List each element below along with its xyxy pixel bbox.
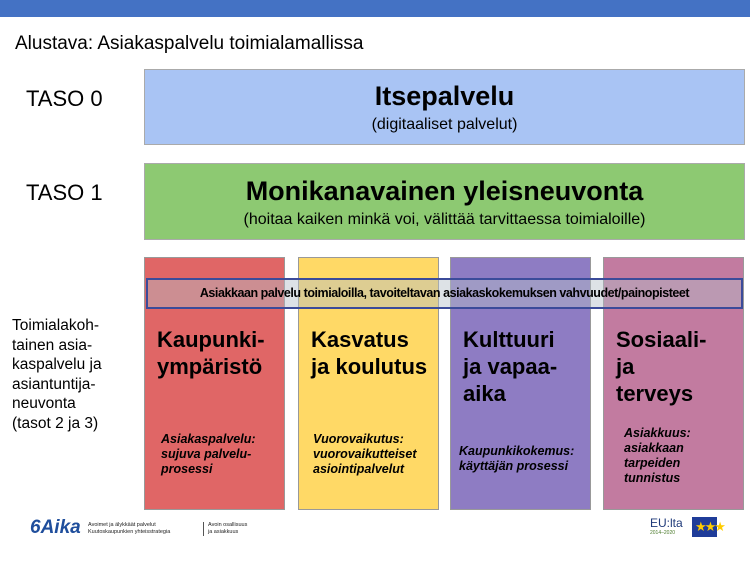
column-title [463,326,591,407]
column-desc-line: prosessi [161,462,213,476]
column-desc-line: asiointipalvelut [313,462,404,476]
column-title [311,326,439,380]
level-0-box [144,69,745,145]
eu-funding-logo [650,516,683,536]
eu-logo-years: 2014–2020 [650,530,676,536]
level-1-box [144,163,745,240]
slide-title: Alustava: Asiakaspalvelu toimialamallissa [15,33,364,54]
level-1-title: Monikanavainen yleisneuvonta [245,176,644,206]
column-desc-line: Vuorovaikutus: [313,432,404,446]
level-0-subtitle: (digitaaliset palvelut) [371,116,518,133]
column-title-line: Kasvatus [311,327,409,352]
column-title [157,326,285,380]
column-title-line: Sosiaali- [616,327,707,352]
footer-program-text [208,522,253,536]
6aika-logo: 6Aika [30,517,81,538]
footer-divider [203,522,204,536]
column-desc-line: tunnistus [624,471,681,485]
side-label-line: Toimialakoh- [12,317,100,334]
column-desc-line: Asiakkuus: [624,426,691,440]
side-label-line: neuvonta [12,395,76,412]
footer-text-line: ja asiakkuus [208,529,239,535]
column-desc-line: Kaupunkikokemus: [459,444,575,458]
column-title-line: ja [616,354,635,379]
level-0-title: Itsepalvelu [374,81,515,111]
top-accent-bar [0,0,750,17]
customer-experience-band: Asiakkaan palvelu toimialoilla, tavoiteltavan asiakaskokemuksen vahvuudet/painopisteet [146,278,743,309]
side-label [12,316,137,433]
footer-text-line: Kuutoskaupunkien yhteisstrategia [88,529,171,535]
column-description [459,444,593,474]
level-1-label: TASO 1 [26,180,103,205]
column-desc-line: vuorovaikutteiset [313,447,417,461]
footer-text-line: Avoin osallisuus [208,522,248,528]
eu-logo-text: EU:lta [650,516,683,530]
side-label-line: tainen asia- [12,336,93,354]
side-label-line: kaspalvelu ja [12,356,102,373]
column-description [161,432,283,477]
level-1-subtitle: (hoitaa kaiken minkä voi, välittää tarvittaessa toimialoille) [243,211,646,228]
column-desc-line: sujuva palvelu- [161,447,252,461]
footer-text-line: Avoimet ja älykkäät palvelut [88,522,156,528]
column-title [616,326,744,407]
column-title-line: ympäristö [157,354,263,379]
column-title-line: aika [463,381,506,406]
level-0-label: TASO 0 [26,86,103,111]
column-desc-line: käyttäjän prosessi [459,459,569,473]
column-desc-line: tarpeiden [624,456,681,470]
side-label-line: asiantuntija- [12,375,96,393]
column-title-line: ja vapaa- [463,354,558,379]
footer-strategy-text [88,522,198,536]
column-desc-line: asiakkaan [624,441,684,455]
column-description [624,426,746,486]
column-title-line: Kulttuuri [463,327,555,352]
column-desc-line: Asiakaspalvelu: [161,432,256,446]
column-title-line: ja koulutus [311,354,428,379]
column-title-line: Kaupunki- [157,327,265,352]
eu-flag-icon: ★★★ [692,517,717,537]
column-description [313,432,435,477]
side-label-line: (tasot 2 ja 3) [12,414,99,432]
column-title-line: terveys [616,381,694,406]
